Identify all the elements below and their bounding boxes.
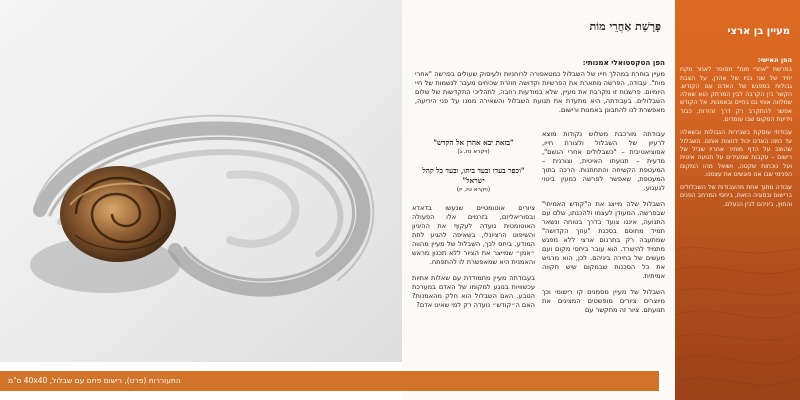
snail-drawing [0, 0, 402, 362]
quote-block [412, 166, 535, 194]
intro-text: מעיין בוחרת במהלך חייו של השבלול כמטאפורה לרוחניות ולעיסוק שעולים בפרשה "אחרי מות". עבודה, הפרשה מתארת את הפרשיות וקדושה חוזרת שכיחים מעבר לנשמות של חיי היומיום. פרשנות זו מקרבת את מעיין, שלא במודעות רחבה, לתהליכי התקדשות של שלום השבלולים. בעבודתה, היא מתעדת את תנועת השבלול והשאירה ממנו על פני היריעה, מאפשרת לנו להתבונן באמנות ורישום. [415, 70, 665, 114]
quote-text: "בזאת יבא אהרן אל הקדש" [433, 138, 514, 147]
artwork-caption: התעוררות (פרט), רישום פחם עם שבלול, 40x40 ס"מ [8, 376, 181, 385]
intro-heading: הפן הטקסטואלי אמנותי: [582, 58, 665, 67]
artist-text [680, 56, 792, 214]
article-page [402, 0, 675, 400]
snail-shell [60, 166, 176, 262]
quote-source: (ויקרא טז, ג) [457, 149, 490, 155]
paragraph: בעבודתה מעיין מתמודדת עם שאלות אתיות עכשוויות בנוגע למקומו של האדם במערכת הטבע. האם השבלול הוא חלק מהאמנות? האם ה״קודש״ נועדה רק למי שאינו אדם? [412, 274, 535, 309]
quote-source: (ויקרא טז, יז) [456, 187, 491, 193]
paragraph: עבודתי עוסקת בשבירות הגבולות ובשאלה עד כמה האדם יכול לחצות אותם. השבלול שהוצב על הדף מותיר אחריו שביל של רישום – עקבות שמעידים על תנועה איטית ועל נוכחות שקטה, ושואל מהו המקום הפנימי שבו אנו פוגשים את עצמנו. [680, 129, 792, 178]
paragraph: השבלול שלה מייצג את ה"קודש האמיתי" שבפרשה. המעודן לעצמו ולהכנתו, שלם עם התנועה, איננו צועד בדרך בטוחה ונשאר תמיד מחוסם בסכנת "עוזך הקדושה" שמתעבה רק בתרגום ארצי ללא מפגש מתמיד להישרד. הוא עובר ביחסי מקום ועם מעשים של בחירה ביניהם. לכן, הוא מרגיש את כל הסכנות שבמקום שיש תקווה אמיתית. [542, 200, 665, 280]
paragraph: השבלול של מעיין מסמנים קו רישומי וכך מיוצרים ציורים מופשטים המציגים את תנועתם. ציור זה מתקשר עם [542, 288, 665, 314]
quote-block [412, 138, 535, 156]
artwork-photo [0, 0, 402, 362]
caption-bar [0, 371, 659, 391]
quote-text: "וכפר בעדו ובעד ביתו, ובעד כל קהל ישראל" [422, 166, 525, 185]
sidebar-heading: הפן האישי: [757, 56, 792, 64]
paragraph: בפרשת "אחרי מות" מסופר לאחר מקח יחיד של שני בניו של אהרן, על הצבת גבולות במפגש של האדם עם הקודש. הקשר בין הקרבה לבין המרחק הוא שאלה שמלווה אותי גם בחיים ובאמנות. אל הקודש אפשר להתקרב רק דרך זהירות, כבוד וידיעת המקום שבו עומדים. [680, 66, 792, 124]
paragraph: ציורים אוטומטיים שנעשו בדאדא ובסוריאליזם, בזרמים אלו הפעולה האוטומטית נועדה לעקוף את ההיגיון והשיפוט הרציונלי, בשאיפה להגיע לתת המודע. ביחס לכך, השבלול של מעיין מהווה ״אמן״ שמייצר את הציור ללא תכנון מראש והאמנית היא שמאפשרת לו להתפתח. [412, 204, 535, 266]
paragraph: עבודה מתוך אחת מהעבודות של השבלולים ברישום ובסוגיה הזאת, ביחסי המרחב הפנים והחוץ, ביניהם לבין הנעלם. [680, 184, 792, 208]
artist-sidebar [675, 0, 800, 400]
article-column-right [542, 130, 665, 322]
article-column-left [412, 130, 535, 317]
artist-name: מעיין בן ארצי [727, 26, 790, 37]
article-intro [415, 58, 665, 115]
article-title: פָּרָשַׁת אַחֲרֵי מוֹת [589, 20, 661, 33]
paragraph: עבודתה מורכבת משלוש נקודות מוצא לרעיון של השבלול ולצורת חייו, אסוציאטיבית – "כשבלולים אחרי הגשם", מדעית – תנועתו האיטית, וצורנית – המעטפת הקשיחה והתחתנות. הרכה בתוך המעטפת, שאפשר לפרשה כמעין ביטוי לגעגוע. [542, 130, 665, 192]
